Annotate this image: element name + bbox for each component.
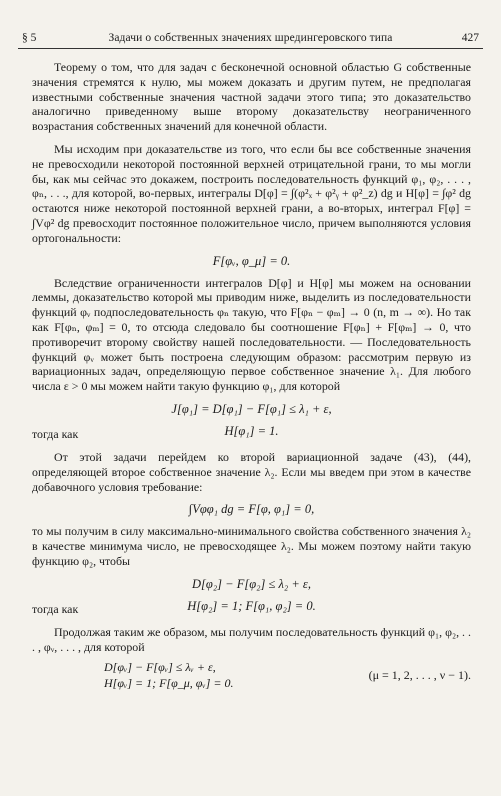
page-body xyxy=(32,60,471,696)
equation-h-phi1: H[φ₁] = 1. xyxy=(224,423,279,438)
paragraph-3: Вследствие ограниченности интегралов D[φ] и H[φ] мы можем на основании леммы, доказательство которой мы приводим ниже, выделить из последовательности функций φᵥ подпоследовательность φₙ такую, что F[φₙ − φₘ] → 0 (n, m → ∞). Но так как F[φₙ, φₘ] = 0, то отсюда следовало бы соотношение F[φₙ] + F[φₘ] → 0, что противоречит второму свойству нашей последовательности. — Последовательность функций φᵥ может быть построена следующим образом: рассмотрим первую из вариационных задач, определяющую первое собственное значение λ₁. Для любого числа ε > 0 мы можем найти такую функцию φ₁, для которой xyxy=(32,275,471,394)
label-then: тогда как xyxy=(32,601,79,616)
paragraph-1: Теорему о том, что для задач с бесконечной основной областью G собственные значения стремятся к нулю, мы можем доказать и другим путем, не предполагая известными собственные значения частной задачи этого типа; это доказательство аналогично приведенному выше второму доказательству неограниченного возрастания собственных значений для конечной области. xyxy=(32,60,471,134)
system-line-2: H[φᵥ] = 1; F[φ_μ, φᵥ] = 0. xyxy=(104,676,234,691)
equation-row-h-phi2 xyxy=(32,599,471,617)
paragraph-2: Мы исходим при доказательстве из того, что если бы все собственные значения не превосходили некоторой постоянной верхней отрицательной грани, то мы могли бы, как мы сейчас это докажем, построить последовательность функций φ₁, φ₂, . . . , φₙ, . . ., для которой, во-первых, интегралы D[φ] = ∫(φ²ₓ + φ²ᵧ + φ²_z) dg и H[φ] = ∫φ² dg остаются ниже некоторой постоянной верхней грани, а во-вторых, интеграл F[φ] = ∫Vφ² dg превосходит постоянное положительное число, причем выполняются условия ортогональности: xyxy=(32,141,471,245)
equation-orthogonality: F[φᵥ, φ_μ] = 0. xyxy=(212,253,291,268)
paragraph-6: Продолжая таким же образом, мы получим последовательность функций φ₁, φ₂, . . . , φᵥ, . . . , для которой xyxy=(32,624,471,654)
label-then: тогда как xyxy=(32,426,79,441)
equation-system xyxy=(32,660,471,696)
running-header xyxy=(18,30,483,46)
system-line-1: D[φᵥ] − F[φᵥ] ≤ λᵥ + ε, xyxy=(104,660,216,675)
section-number: § 5 xyxy=(22,32,37,44)
equation-h-phi2: H[φ₂] = 1; F[φ₁, φ₂] = 0. xyxy=(187,598,316,613)
equation-constraint: ∫Vφφ₁ dg = F[φ, φ₁] = 0, xyxy=(188,502,315,517)
paragraph-4: От этой задачи перейдем ко второй вариационной задаче (43), (44), определяющей второе собственное значение λ₂. Если мы введем при этом в качестве добавочного условия требование: xyxy=(32,449,471,494)
page-number: 427 xyxy=(461,32,479,44)
equation-row-h-phi1 xyxy=(32,424,471,442)
equation-d-phi2: D[φ₂] − F[φ₂] ≤ λ₂ + ε, xyxy=(192,576,311,591)
header-rule xyxy=(18,48,483,49)
running-title: Задачи о собственных значениях шредингеровского типа xyxy=(108,32,393,44)
paragraph-5: то мы получим в силу максимально-минимального свойства собственного значения λ₂ в качестве минимума число, не превосходящее λ₂. Мы можем поэтому найти такую функцию φ₂, чтобы xyxy=(32,524,471,568)
system-condition: (μ = 1, 2, . . . , ν − 1). xyxy=(368,668,471,683)
equation-j-phi1: J[φ₁] = D[φ₁] − F[φ₁] ≤ λ₁ + ε, xyxy=(171,401,332,416)
